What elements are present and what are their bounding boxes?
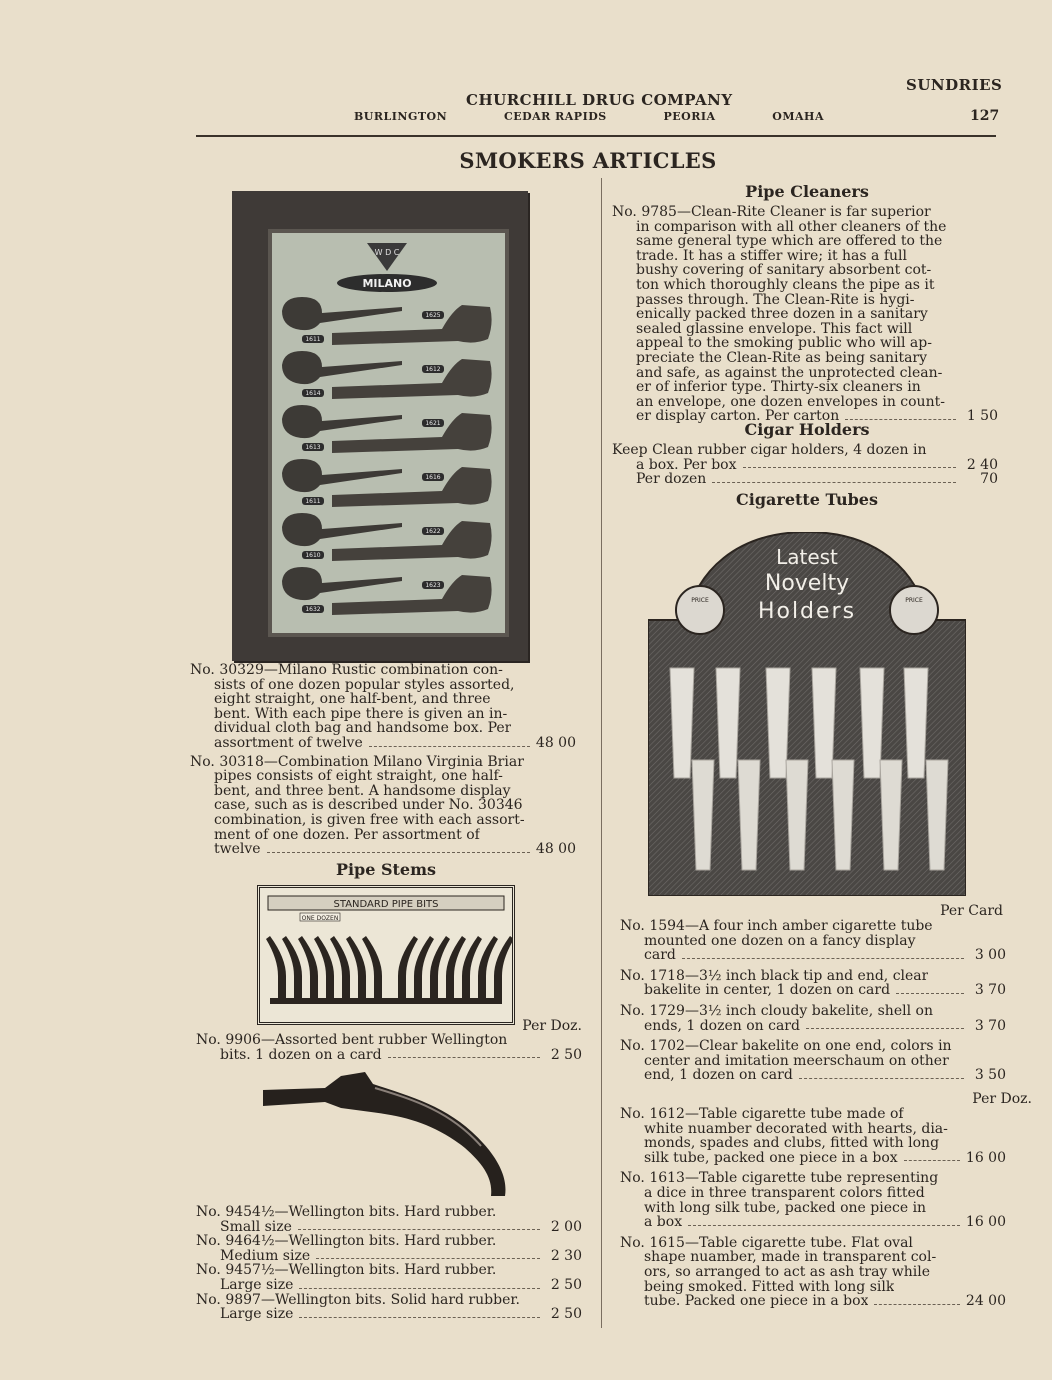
entry-text: No. 9464½—Wellington bits. Hard rubber. <box>196 1234 497 1249</box>
catalog-entry <box>620 1107 1006 1165</box>
stems-entries <box>196 1033 582 1062</box>
logo-text: W D C <box>374 248 400 257</box>
catalog-entry <box>190 663 576 751</box>
svg-text:PRICE: PRICE <box>905 597 923 604</box>
pipe-icon <box>282 351 402 384</box>
entry-line <box>620 1122 1006 1137</box>
leader-dots <box>712 482 956 483</box>
leader-dots <box>806 1028 964 1029</box>
entry-text: ton which thoroughly cleans the pipe as it <box>636 277 935 293</box>
leader-dots <box>298 1229 540 1230</box>
entry-line <box>620 1201 1006 1216</box>
pipe-bits-card-image <box>257 885 515 1025</box>
leader-dots <box>267 852 530 853</box>
entry-line <box>190 769 576 784</box>
entry-line <box>620 934 1006 949</box>
entry-text: tube. Packed one piece in a box <box>644 1294 869 1309</box>
cigarette-tube-icon <box>832 760 854 870</box>
entry-text: combination, is given free with each assort- <box>214 812 525 828</box>
leader-dots <box>682 958 964 959</box>
catalog-entry <box>620 1236 1006 1309</box>
entry-text: Large size <box>220 1277 294 1293</box>
leader-dots <box>316 1258 540 1259</box>
entry-text: er of inferior type. Thirty-six cleaners in <box>636 380 921 395</box>
catalog-entry <box>612 205 998 424</box>
header-rule <box>196 135 996 137</box>
entry-line <box>612 472 998 487</box>
entry-text: No. 1718—3½ inch black tip and end, clear <box>620 968 929 984</box>
entry-price: 3 00 <box>974 947 1006 964</box>
entry-line <box>620 1151 1006 1166</box>
entry-line <box>190 707 576 722</box>
entry-text: Medium size <box>220 1248 311 1264</box>
pipe-number: 1613 <box>305 444 321 451</box>
entry-text: bakelite in center, 1 dozen on card <box>644 983 891 998</box>
pipe-number: 1623 <box>425 582 441 589</box>
entry-line <box>612 336 998 351</box>
entry-price: 24 00 <box>965 1293 1006 1310</box>
city-name: OMAHA <box>772 110 824 123</box>
entry-text: in comparison with all other cleaners of the <box>636 219 947 235</box>
entry-price: 70 <box>980 471 998 488</box>
entry-price: 48 00 <box>535 734 576 751</box>
city-name: PEORIA <box>663 110 716 123</box>
city-name: BURLINGTON <box>354 110 448 123</box>
leader-dots <box>688 1225 960 1226</box>
entry-price: 2 00 <box>550 1218 582 1235</box>
entry-text: same general type which are offered to the <box>636 234 943 249</box>
entry-line <box>620 1250 1006 1265</box>
pipe-number: 1625 <box>425 312 441 319</box>
entry-text: with long silk tube, packed one piece in <box>644 1200 927 1216</box>
entry-line <box>620 1019 1006 1034</box>
cigarette-tube-icon <box>716 668 740 778</box>
entry-line <box>190 678 576 693</box>
catalog-entry <box>190 755 576 857</box>
entry-line <box>620 1136 1006 1151</box>
entry-text: pipes consists of eight straight, one half- <box>214 769 503 784</box>
entry-text: No. 9785—Clean-Rite Cleaner is far superior <box>612 205 931 220</box>
per-card-label: Per Card <box>940 903 1003 919</box>
leader-dots <box>743 467 957 468</box>
pipe-icon <box>282 459 402 492</box>
entry-line <box>620 969 1006 984</box>
entry-line <box>612 234 998 249</box>
entry-line <box>612 458 998 473</box>
entry-line <box>190 784 576 799</box>
entry-line <box>196 1263 582 1278</box>
entry-line <box>620 1039 1006 1054</box>
entry-text: silk tube, packed one piece in a box <box>644 1150 898 1166</box>
pipe-number: 1611 <box>305 336 321 343</box>
entry-line <box>612 293 998 308</box>
catalog-entry <box>196 1205 582 1234</box>
leader-dots <box>904 1160 960 1161</box>
entry-text: dividual cloth bag and handsome box. Per <box>214 721 512 736</box>
entry-text: preciate the Clean-Rite as being sanitary <box>636 350 928 366</box>
card-line-1: Latest <box>776 545 838 569</box>
entry-line <box>612 278 998 293</box>
entry-text: ends, 1 dozen on card <box>644 1018 800 1034</box>
pipe-bits-illustration <box>260 888 512 1022</box>
entry-line <box>190 755 576 770</box>
entry-price: 16 00 <box>965 1214 1006 1231</box>
entry-text: a dice in three transparent colors fitted <box>644 1185 925 1201</box>
cigarette-tube-icon <box>880 760 902 870</box>
entry-text: No. 1612—Table cigarette tube made of <box>620 1107 904 1122</box>
entry-price: 2 40 <box>966 456 998 473</box>
cigarette-tube-icon <box>738 760 760 870</box>
entry-line <box>196 1048 582 1063</box>
entry-line <box>620 919 1006 934</box>
catalog-entry <box>612 443 998 487</box>
entry-line <box>612 380 998 395</box>
pipe-stems-heading: Pipe Stems <box>335 860 437 879</box>
catalog-entry <box>620 1039 1006 1083</box>
leader-dots <box>299 1288 540 1289</box>
entry-text: ment of one dozen. Per assortment of <box>214 827 480 843</box>
entry-price: 2 50 <box>550 1046 582 1063</box>
entry-line <box>620 1171 1006 1186</box>
entry-text: enically packed three dozen in a sanitary <box>636 307 928 322</box>
cigarette-tubes-heading: Cigarette Tubes <box>736 490 878 509</box>
entry-line <box>612 205 998 220</box>
pipe-icon <box>282 513 402 546</box>
entry-price: 3 70 <box>974 1017 1006 1034</box>
cigarette-tube-icon <box>926 760 948 870</box>
entry-line <box>612 322 998 337</box>
entry-line <box>190 798 576 813</box>
cigarette-tube-icon <box>670 668 694 778</box>
entry-line <box>620 1215 1006 1230</box>
entry-text: No. 9457½—Wellington bits. Hard rubber. <box>196 1263 497 1278</box>
city-name: CEDAR RAPIDS <box>503 110 607 123</box>
entry-price: 2 50 <box>550 1276 582 1293</box>
entry-text: end, 1 dozen on card <box>644 1068 793 1083</box>
city-list <box>354 110 824 123</box>
card-line-2: Novelty <box>764 571 850 596</box>
entry-text: No. 9454½—Wellington bits. Hard rubber. <box>196 1205 497 1220</box>
entry-price: 1 50 <box>966 408 998 425</box>
entry-text: No. 1613—Table cigarette tube representing <box>620 1171 939 1186</box>
catalog-entry <box>196 1033 582 1062</box>
leader-dots <box>369 746 530 747</box>
pipe-display-illustration <box>272 233 505 633</box>
entry-line <box>620 1280 1006 1295</box>
catalog-entry <box>196 1293 582 1322</box>
entry-price: 3 50 <box>974 1067 1006 1084</box>
entry-text: card <box>644 948 676 963</box>
entry-price: 48 00 <box>535 841 576 858</box>
entry-line <box>620 1236 1006 1251</box>
per-doz-label-right: Per Doz. <box>972 1091 1032 1107</box>
entry-text: appeal to the smoking public who will ap- <box>636 336 932 351</box>
pipe-rows <box>282 297 492 615</box>
price-badge-left <box>676 586 724 634</box>
pipe-cleaners-heading: Pipe Cleaners <box>745 182 869 201</box>
pipe-icon <box>282 567 402 600</box>
novelty-holders-card-image <box>648 532 966 896</box>
entry-line <box>620 1294 1006 1309</box>
entry-price: 2 30 <box>550 1247 582 1264</box>
cleaners-entries <box>612 205 998 424</box>
entry-text: a box. Per box <box>636 457 737 473</box>
leader-dots <box>874 1304 959 1305</box>
entry-line <box>196 1220 582 1235</box>
entry-text: No. 1702—Clear bakelite on one end, colors in <box>620 1039 952 1054</box>
catalog-entry <box>620 969 1006 998</box>
entry-text: No. 9897—Wellington bits. Solid hard rubber. <box>196 1292 520 1308</box>
pipe-number: 1612 <box>425 366 441 373</box>
entry-line <box>620 1004 1006 1019</box>
entry-text: bent, and three bent. A handsome display <box>214 783 511 799</box>
pipe-number: 1614 <box>305 390 321 397</box>
entry-text: ors, so arranged to act as ash tray while <box>644 1264 931 1280</box>
entry-text: and safe, as against the unprotected clean- <box>636 365 943 381</box>
tubes-entries <box>620 919 1006 1083</box>
pipe-number: 1632 <box>305 606 321 613</box>
entry-text: bits. 1 dozen on a card <box>220 1047 382 1063</box>
entry-line <box>612 443 998 458</box>
cigarette-tube-icon <box>786 760 808 870</box>
catalog-entry <box>620 1171 1006 1229</box>
entry-text: No. 9906—Assorted bent rubber Wellington <box>196 1033 508 1048</box>
table-tubes-entries <box>620 1107 1006 1309</box>
entry-text: No. 30318—Combination Milano Virginia Briar <box>190 754 524 770</box>
svg-text:ONE DOZEN: ONE DOZEN <box>301 915 339 922</box>
pipe-number: 1611 <box>305 498 321 505</box>
entry-line <box>196 1205 582 1220</box>
entry-line <box>196 1234 582 1249</box>
entry-text: shape nuamber, made in transparent col- <box>644 1250 937 1265</box>
cigar-holders-heading: Cigar Holders <box>744 420 870 439</box>
entry-text: Keep Clean rubber cigar holders, 4 dozen in <box>612 443 927 458</box>
entry-line <box>620 983 1006 998</box>
entry-text: No. 1594—A four inch amber cigarette tube <box>620 919 933 934</box>
entry-text: a box <box>644 1215 683 1230</box>
leader-dots <box>896 993 964 994</box>
entry-price: 3 70 <box>974 982 1006 999</box>
entry-line <box>190 721 576 736</box>
entry-text: case, such as is described under No. 30346 <box>214 798 523 813</box>
entry-line <box>620 1107 1006 1122</box>
entry-text: No. 1615—Table cigarette tube. Flat oval <box>620 1235 913 1251</box>
pipe-entries <box>190 663 576 857</box>
entry-line <box>612 395 998 410</box>
leader-dots <box>299 1317 540 1318</box>
entry-text: eight straight, one half-bent, and three <box>214 692 491 707</box>
pipe-number: 1610 <box>305 552 321 559</box>
page-title: SMOKERS ARTICLES <box>459 148 717 173</box>
entry-text: Large size <box>220 1307 294 1322</box>
entry-text: No. 1729—3½ inch cloudy bakelite, shell on <box>620 1003 933 1019</box>
catalog-entry <box>196 1234 582 1263</box>
entry-line <box>620 1068 1006 1083</box>
wellington-entries <box>196 1205 582 1322</box>
entry-line <box>620 948 1006 963</box>
pipe-number: 1621 <box>425 420 441 427</box>
entry-line <box>612 220 998 235</box>
entry-price: 2 50 <box>550 1306 582 1323</box>
pipe-display-panel <box>268 229 509 637</box>
brand-label: MILANO <box>362 277 412 290</box>
entry-line <box>612 366 998 381</box>
entry-text: twelve <box>214 842 261 857</box>
card-label: STANDARD PIPE BITS <box>333 899 439 910</box>
entry-text: center and imitation meerschaum on other <box>644 1053 949 1069</box>
entry-text: mounted one dozen on a fancy display <box>644 933 916 949</box>
entry-text: assortment of twelve <box>214 735 363 751</box>
entry-line <box>190 828 576 843</box>
entry-line <box>196 1278 582 1293</box>
entry-text: being smoked. Fitted with long silk <box>644 1279 895 1295</box>
entry-line <box>620 1186 1006 1201</box>
svg-text:PRICE: PRICE <box>691 597 709 604</box>
price-badge-right <box>890 586 938 634</box>
entry-text: Per dozen <box>636 472 707 487</box>
entry-price: 16 00 <box>965 1149 1006 1166</box>
holders-entries <box>612 443 998 487</box>
entry-line <box>196 1293 582 1308</box>
entry-line <box>190 663 576 678</box>
entry-text: white nuamber decorated with hearts, dia- <box>644 1121 948 1137</box>
entry-line <box>196 1249 582 1264</box>
cigarette-tube-icon <box>904 668 928 778</box>
wellington-bit-illustration <box>255 1068 515 1200</box>
entry-text: trade. It has a stiffer wire; it has a full <box>636 248 907 264</box>
entry-line <box>190 842 576 857</box>
entry-line <box>620 1054 1006 1069</box>
entry-line <box>612 351 998 366</box>
catalog-entry <box>620 919 1006 963</box>
entry-line <box>196 1033 582 1048</box>
entry-line <box>612 263 998 278</box>
leader-dots <box>799 1078 964 1079</box>
entry-line <box>612 307 998 322</box>
entry-text: monds, spades and clubs, fitted with long <box>644 1136 940 1151</box>
entry-line <box>612 249 998 264</box>
entry-text: sists of one dozen popular styles assorted, <box>214 677 515 693</box>
entry-text: Small size <box>220 1219 292 1235</box>
novelty-holders-illustration <box>648 532 966 896</box>
card-line-3: Holders <box>757 599 857 624</box>
pipe-icon <box>282 297 402 330</box>
entry-text: passes through. The Clean-Rite is hygi- <box>636 292 915 308</box>
entry-line <box>190 813 576 828</box>
column-divider <box>601 178 602 1328</box>
entry-line <box>190 692 576 707</box>
page-number: 127 <box>970 108 1000 124</box>
entry-line <box>196 1307 582 1322</box>
pipe-number: 1616 <box>425 474 441 481</box>
leader-dots <box>388 1057 540 1058</box>
entry-line <box>190 736 576 751</box>
catalog-entry <box>196 1263 582 1292</box>
section-label: SUNDRIES <box>906 76 1003 94</box>
pipe-bit-icon <box>266 936 286 998</box>
entry-text: sealed glassine envelope. This fact will <box>636 321 913 337</box>
wellington-bit-image <box>255 1068 515 1200</box>
cigarette-tube-icon <box>692 760 714 870</box>
company-name: CHURCHILL DRUG COMPANY <box>466 91 733 109</box>
entry-text: bushy covering of sanitary absorbent cot- <box>636 263 932 278</box>
per-doz-label: Per Doz. <box>522 1018 582 1034</box>
pipe-bit-icon <box>390 936 418 998</box>
pipe-icon <box>282 405 402 438</box>
entry-text: No. 30329—Milano Rustic combination con- <box>190 663 503 678</box>
pipe-number: 1622 <box>425 528 441 535</box>
pipe-display-case-image <box>232 191 528 661</box>
pipe-bits-row <box>266 936 512 1004</box>
entry-line <box>620 1265 1006 1280</box>
catalog-entry <box>620 1004 1006 1033</box>
entry-text: an envelope, one dozen envelopes in count- <box>636 394 945 410</box>
entry-text: er display carton. Per carton <box>636 409 840 424</box>
entry-text: bent. With each pipe there is given an in- <box>214 706 508 722</box>
